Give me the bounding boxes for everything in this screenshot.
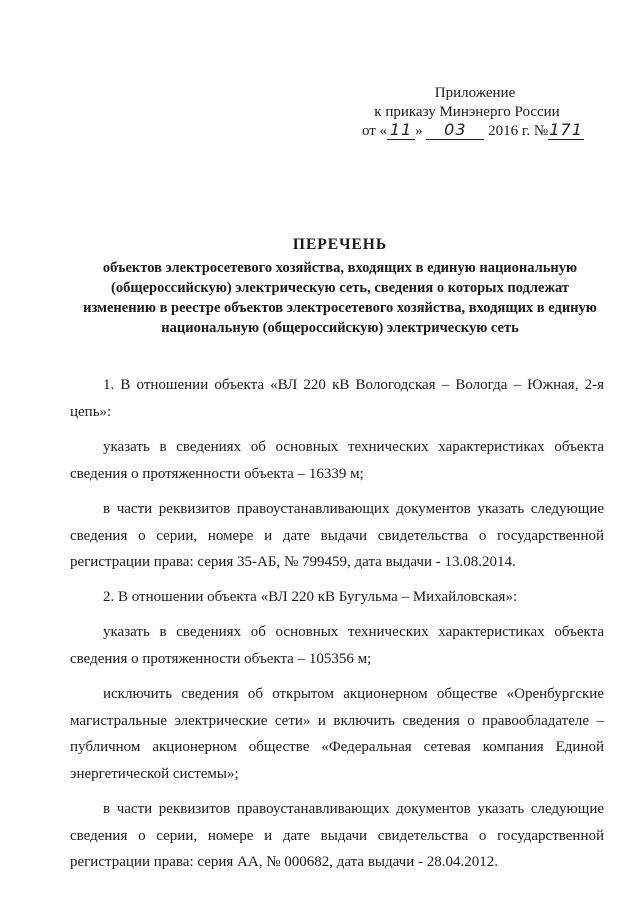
title-subtitle-line: (общероссийскую) электрическую сеть, сведения о которых подлежат xyxy=(111,280,569,296)
paragraph-certificate-2: в части реквизитов правоустанавливающих документов указать следующие сведения о серии, номере и дате выдачи свидетельства о государственной регистрации права: серия АА, № 000682, дата выдачи - 28.04.2012. xyxy=(70,801,604,870)
appendix-date-line xyxy=(362,120,583,141)
paragraph-item-2: 2. В отношении объекта «ВЛ 220 кВ Бугульма – Михайловская»: xyxy=(103,588,518,605)
date-prefix: от « xyxy=(362,123,388,139)
day-value: 11 xyxy=(389,120,413,139)
handwritten-number xyxy=(548,122,584,140)
document-body xyxy=(70,372,604,885)
appendix-header xyxy=(362,84,583,141)
order-number-value: 171 xyxy=(549,120,583,139)
title-subtitle-line: объектов электросетевого хозяйства, входящих в единую национальную xyxy=(102,260,578,276)
title-subtitle-line: изменению в реестре объектов электросетевого хозяйства, входящих в единую xyxy=(83,300,597,316)
handwritten-month xyxy=(426,122,484,140)
document-title xyxy=(60,236,620,338)
title-subtitle-line: национальную (общероссийскую) электрическую сеть xyxy=(161,320,519,336)
paragraph-owner-change: исключить сведения об открытом акционерном обществе «Оренбургские магистральные электрические сети» и включить сведения о правообладателе – публичном акционерном обществе «Федеральная сетевая компания Единой энергетической системы»; xyxy=(70,686,604,782)
month-value: 03 xyxy=(444,120,467,139)
paragraph-item-1: 1. В отношении объекта «ВЛ 220 кВ Вологодская – Вологда – Южная, 2-я цепь»: xyxy=(70,377,604,420)
appendix-label: Приложение xyxy=(434,85,516,101)
title-heading: ПЕРЕЧЕНЬ xyxy=(292,236,388,253)
handwritten-day xyxy=(387,122,415,140)
date-mid: » xyxy=(415,123,423,139)
paragraph-length-1: указать в сведениях об основных технических характеристиках объекта сведения о протяженности объекта – 16339 м; xyxy=(70,439,604,482)
paragraph-length-2: указать в сведениях об основных технических характеристиках объекта сведения о протяженности объекта – 105356 м; xyxy=(70,624,604,667)
appendix-order-ref: к приказу Минэнерго России xyxy=(374,104,560,120)
year-and-number-label: 2016 г. № xyxy=(488,123,549,139)
paragraph-certificate-1: в части реквизитов правоустанавливающих документов указать следующие сведения о серии, номере и дате выдачи свидетельства о государственной регистрации права: серия 35-АБ, № 799459, дата выдачи - 13.08.2014. xyxy=(70,501,604,570)
